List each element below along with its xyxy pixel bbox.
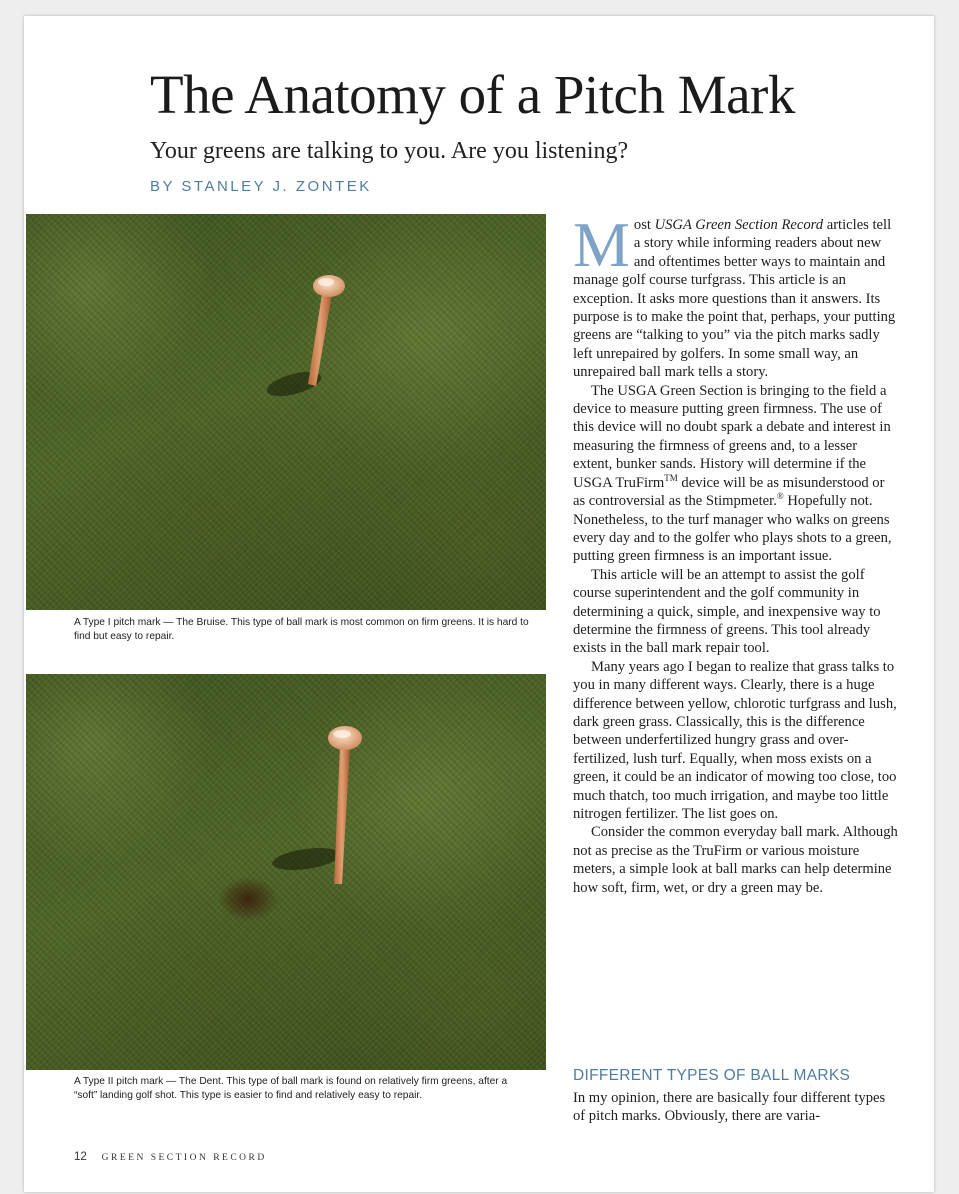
article-subtitle: Your greens are talking to you. Are you listening?: [150, 138, 629, 164]
paragraph: Many years ago I began to realize that grass talks to you in many different ways. Clearly, there is a huge difference between yellow, chlorotic turfgrass and lush, dark green grass. Classically, this is the difference between underfertilized hungry grass and over-fertilized, lush turf. Equally, when moss exists on a green, it could be an indicator of mowing too close, too much thatch, too much irrigation, and maybe too little nitrogen fertilizer. The list goes on.: [573, 658, 897, 822]
page-number: 12: [74, 1151, 87, 1163]
magazine-page: [24, 16, 934, 1192]
paragraph: This article will be an attempt to assist the golf course superintendent and the golf community in determining a quick, simple, and inexpensive way to determine the firmness of greens. This tool already exists in the ball mark repair tool.: [573, 566, 881, 657]
figure-2-caption: A Type II pitch mark — The Dent. This type of ball mark is found on relatively firm greens, after a “soft” landing golf shot. This type is easier to find and relatively easy to repair.: [74, 1076, 508, 1101]
trademark-symbol: TM: [664, 472, 678, 483]
paragraph: [573, 382, 899, 566]
drop-cap: M: [573, 209, 630, 280]
paragraph: [573, 209, 899, 382]
golf-tee-illustration: [26, 214, 546, 610]
publication-name: USGA Green Section Record: [654, 217, 824, 233]
paragraph: Consider the common everyday ball mark. Although not as precise as the TruFirm or various moisture meters, a simple look at ball marks can help determine how soft, firm, wet, or dry a green may be.: [573, 824, 898, 896]
text-run: articles tell a story while informing readers about new and oftentimes better ways to maintain and manage golf course turfgrass. This article is an exception. It asks more questions than it answers. Its purpose is to make the point that, perhaps, your putting greens are “talking to you” via the pitch marks sadly left unrepaired by golfers. In some small way, an unrepaired ball mark tells a story.: [573, 217, 896, 381]
article-title: The Anatomy of a Pitch Mark: [150, 64, 795, 125]
figure-1-caption: A Type I pitch mark — The Bruise. This type of ball mark is most common on firm greens. It is hard to find but easy to repair.: [74, 617, 529, 642]
article-body-continued: In my opinion, there are basically four different types of pitch marks. Obviously, there are varia-: [573, 1090, 886, 1125]
text-run: Hopefully not. Nonetheless, to the turf manager who walks on greens every day and to the golfer who plays shots to a green, putting green firmness is an important issue.: [573, 493, 892, 565]
article-byline: BY STANLEY J. ZONTEK: [150, 178, 372, 195]
article-body: [573, 209, 899, 897]
page-footer: [74, 1151, 267, 1163]
text-run: device will be as misunderstood or as controversial as the Stimpmeter.: [573, 474, 885, 510]
section-heading: DIFFERENT TYPES OF BALL MARKS: [573, 1067, 851, 1084]
registered-symbol: ®: [776, 491, 784, 502]
text-run: ost: [633, 217, 655, 233]
photo-type-1-pitch-mark: [26, 214, 546, 610]
text-run: The USGA Green Section is bringing to the field a device to measure putting green firmness. The use of this device will no doubt spark a debate and interest in measuring the firmness of greens and, to a lesser extent, bunker sands. History will determine if the USGA TruFirm: [573, 382, 891, 491]
golf-tee-illustration: [26, 674, 546, 1070]
magazine-name: GREEN SECTION RECORD: [101, 1153, 267, 1163]
photo-type-2-pitch-mark: [26, 674, 546, 1070]
